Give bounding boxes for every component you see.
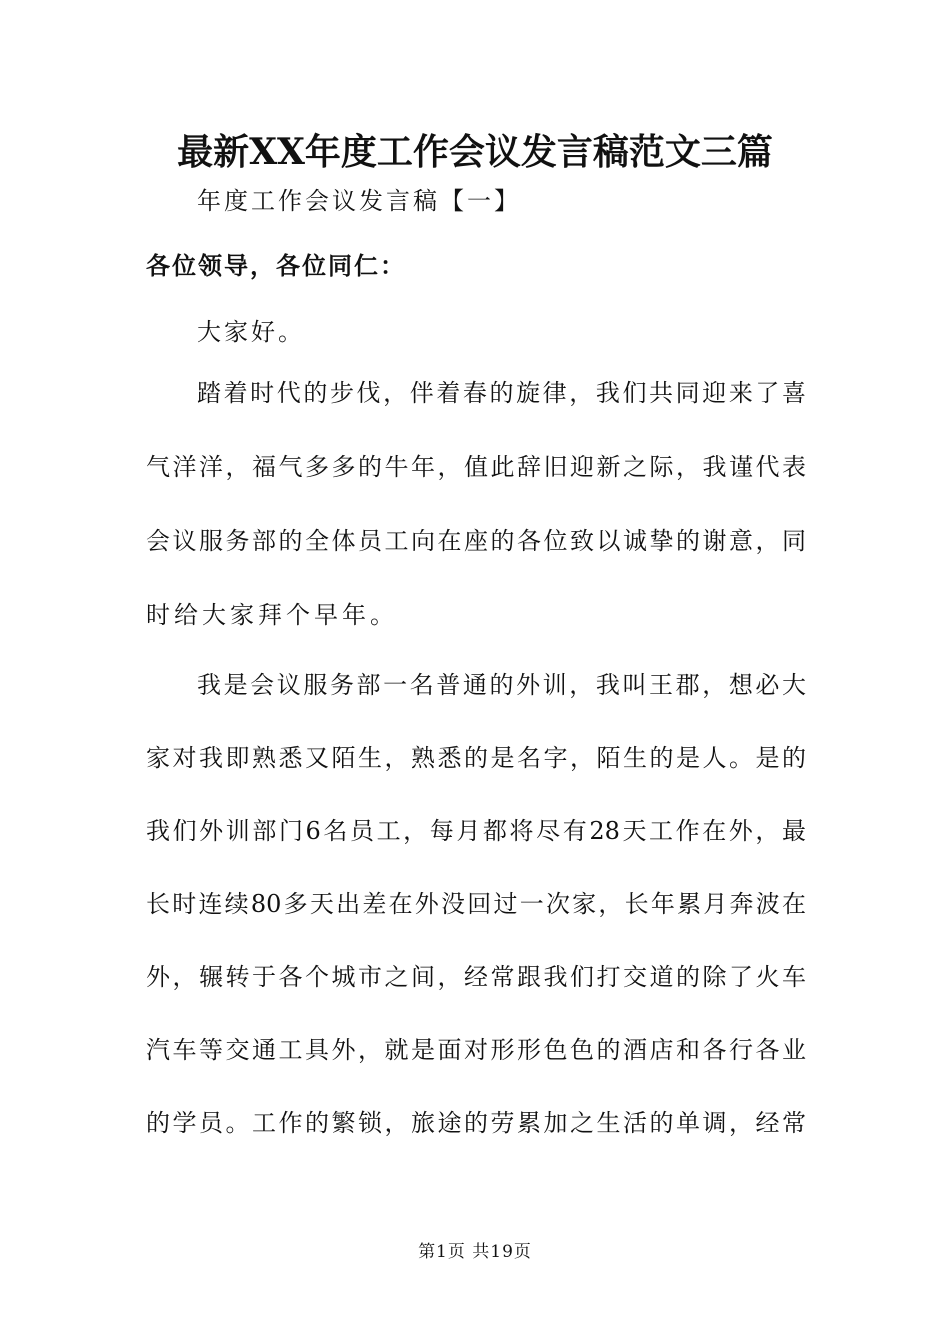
greeting-paragraph [146, 315, 806, 349]
paragraph-2 [146, 668, 806, 1140]
page-footer: 第1页 共19页 [418, 1242, 532, 1262]
paragraph-1-line: 踏着时代的步伐，伴着春的旋律，我们共同迎来了喜 [197, 379, 806, 407]
paragraph-2-line: 我是会议服务部一名普通的外训，我叫王郡，想必大 [197, 671, 806, 699]
paragraph-1-line: 会议服务部的全体员工向在座的各位致以诚挚的谢意，同 [146, 527, 806, 555]
paragraph-2-line: 外，辗转于各个城市之间，经常跟我们打交道的除了火车 [146, 963, 806, 991]
document-title: 最新XX年度工作会议发言稿范文三篇 [177, 131, 773, 173]
paragraph-2-line: 家对我即熟悉又陌生，熟悉的是名字，陌生的是人。是的 [146, 744, 806, 772]
paragraph-2-line: 我们外训部门6名员工，每月都将尽有28天工作在外，最 [146, 817, 806, 845]
paragraph-1-line: 时给大家拜个早年。 [146, 601, 398, 629]
paragraph-2-line: 长时连续80多天出差在外没回过一次家，长年累月奔波在 [146, 890, 806, 918]
document-subtitle: 年度工作会议发言稿【一】 [197, 187, 521, 215]
salutation: 各位领导，各位同仁： [146, 251, 406, 280]
paragraph-1 [146, 376, 806, 632]
paragraph-1-line: 气洋洋，福气多多的牛年，值此辞旧迎新之际，我谨代表 [146, 453, 806, 481]
paragraph-2-line: 汽车等交通工具外，就是面对形形色色的酒店和各行各业 [146, 1036, 806, 1064]
greeting-line: 大家好。 [197, 318, 305, 346]
paragraph-2-line: 的学员。工作的繁锁，旅途的劳累加之生活的单调，经常 [146, 1109, 806, 1137]
